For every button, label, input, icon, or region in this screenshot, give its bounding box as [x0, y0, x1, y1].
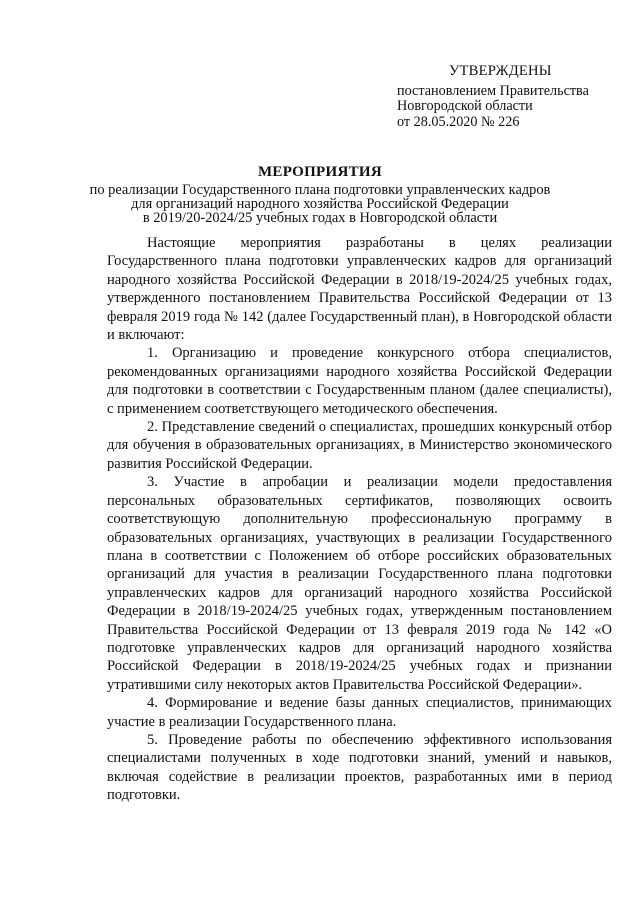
- approval-line: постановлением Правительства: [397, 82, 589, 99]
- item-paragraph-5: 5. Проведение работы по обеспечению эффективного использования специалистами полученных в ходе подготовки знаний, умений и навыков, включая содействие в реализации проектов, разработанных ими в период подготовки.: [107, 731, 612, 804]
- approval-line: от 28.05.2020 № 226: [397, 113, 520, 130]
- document-subtitle-line: в 2019/20-2024/25 учебных годах в Новгородской области: [142, 210, 498, 227]
- item-paragraph-2: 2. Представление сведений о специалистах, прошедших конкурсный отбор для обучения в образовательных организациях, в Министерство экономического развития Российской Федерации.: [107, 419, 612, 472]
- item-paragraph-3: 3. Участие в апробации и реализации модели предоставления персональных образовательных сертификатов, позволяющих освоить соответствующую дополнительную профессиональную программу в образовательных организациях, участвующих в реализации Государственного плана в соответствии с Положением об отборе российских образовательных организаций для участия в реализации Государственного плана подготовки управленческих кадров для организаций народного хозяйства Российской Федерации в 2018/19-2024/25 учебных годах, утвержденным постановлением Правительства Российской Федерации от 13 февраля 2019 года № 142 «О подготовке управленческих кадров для организаций народного хозяйства Российской Федерации в 2018/19-2024/25 учебных годах и признании утратившими силу некоторых актов Правительства Российской Федерации».: [107, 474, 612, 693]
- document-heading: [0, 164, 640, 226]
- approval-line: Новгородской области: [397, 98, 533, 114]
- approval-stamp: [397, 64, 627, 130]
- document-title: МЕРОПРИЯТИЯ: [257, 164, 383, 180]
- item-paragraph-4: 4. Формирование и ведение базы данных специалистов, принимающих участие в реализации Государственного плана.: [107, 695, 612, 730]
- document-subtitle-line: по реализации Государственного плана подготовки управленческих кадров: [89, 182, 551, 198]
- intro-paragraph: Настоящие мероприятия разработаны в целях реализации Государственного плана подготовки управленческих кадров для организаций народного хозяйства Российской Федерации в 2018/19-2024/25 учебных годах, утвержденного постановлением Правительства Российской Федерации от 13 февраля 2019 года № 142 (далее Государственный план), в Новгородской области и включают:: [107, 235, 612, 344]
- document-subtitle-line: для организаций народного хозяйства Российской Федерации: [131, 196, 509, 213]
- item-paragraph-1: 1. Организацию и проведение конкурсного отбора специалистов, рекомендованных организациями народного хозяйства Российской Федерации для подготовки в соответствии с Государственным планом (далее специалисты), с применением соответствующего методического обеспечения.: [107, 345, 612, 417]
- approval-title: УТВЕРЖДЕНЫ: [449, 63, 552, 79]
- document-body: [107, 234, 612, 805]
